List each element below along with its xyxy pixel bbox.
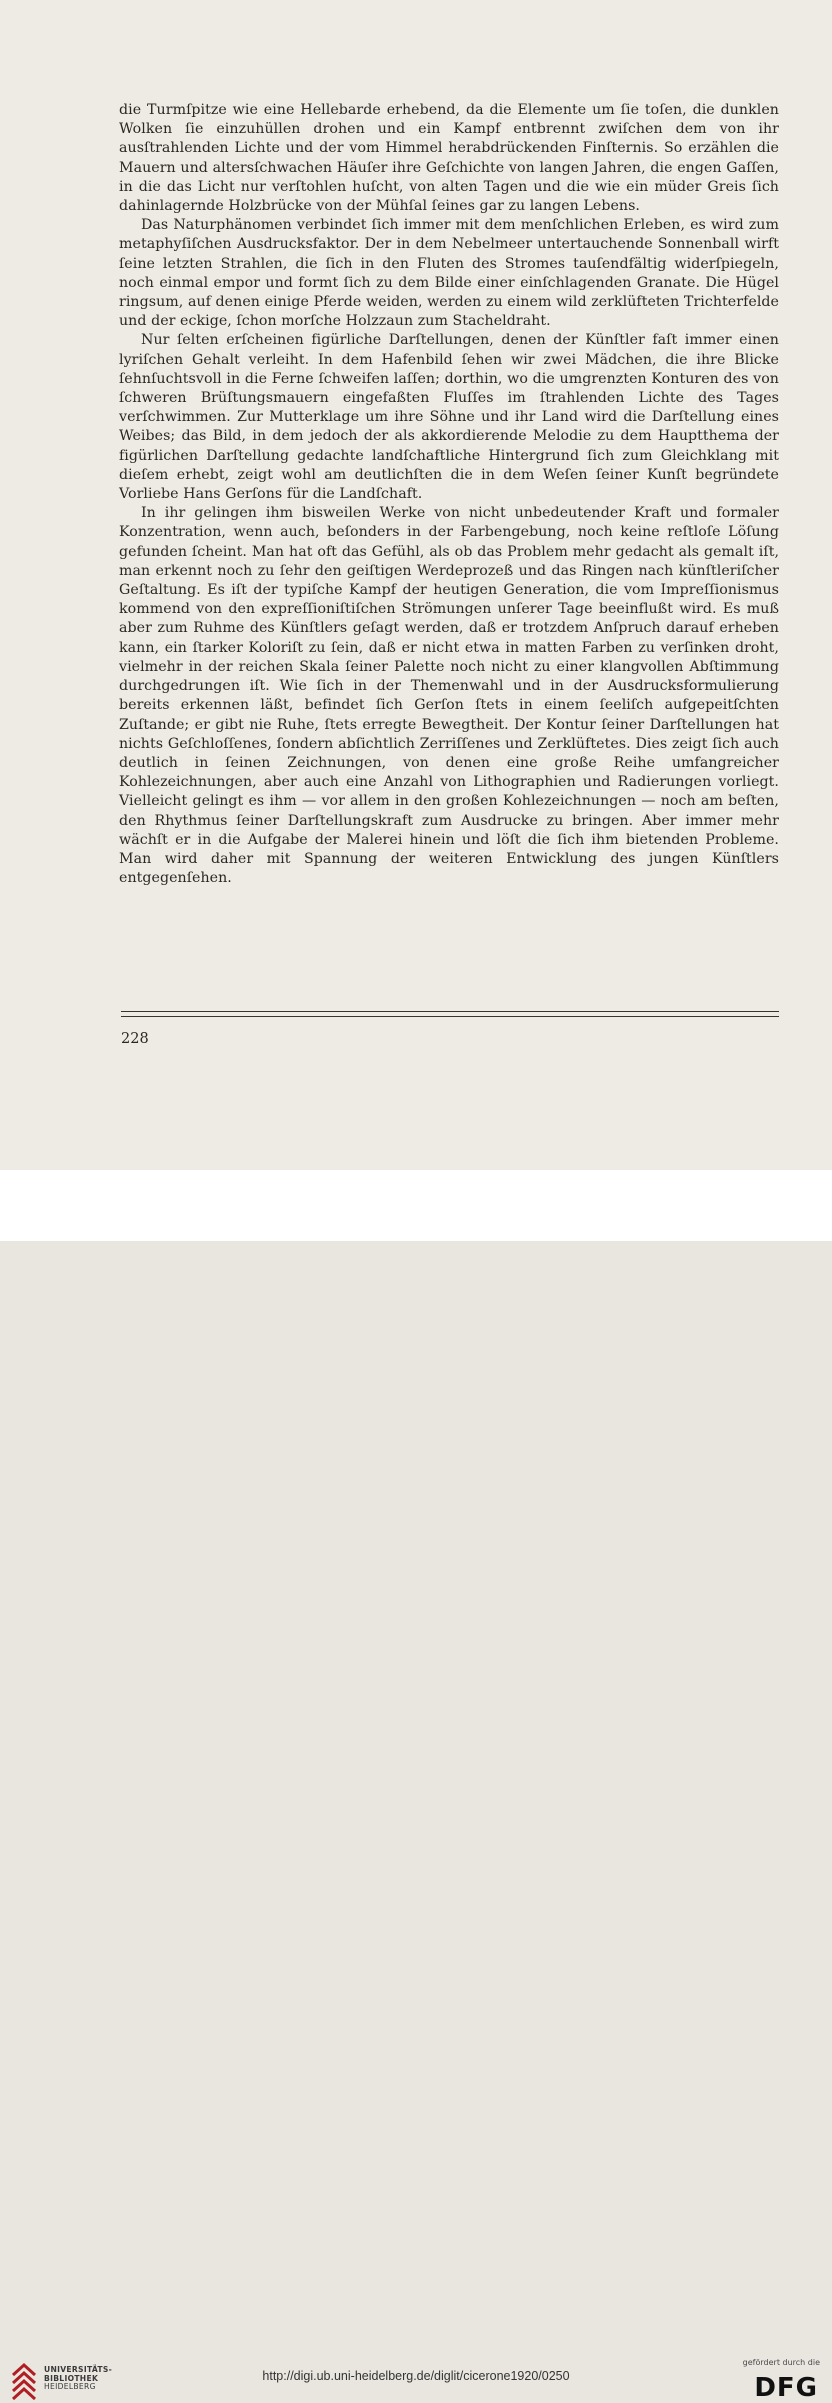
paragraph: die Turmſpitze wie eine Hellebarde erhebend, da die Elemente um ſie toſen, die dunklen Wolken ſie einzuhüllen drohen und ein Kampf entbrennt zwiſchen dem von ihr ausſtrahlenden Lichte und der vom Himmel herabdrückenden Finſternis. So erzählen die Mauern und altersſchwachen Häuſer ihre Geſchichte von langen Jahren, die engen Gaſſen, in die das Licht nur verſtohlen huſcht, von alten Tagen und die wie ein müder Greis ſich dahinlagernde Holzbrücke von der Mühſal ſeines gar zu langen Lebens. (119, 102, 779, 215)
body-text (119, 101, 779, 888)
page-number: 228 (121, 1031, 149, 1047)
library-name-line: HEIDELBERG (44, 2382, 96, 2392)
funding-note: gefördert durch die (742, 2358, 820, 2367)
source-url-link[interactable]: http://digi.ub.uni-heidelberg.de/diglit/cicerone1920/0250 (262, 2369, 570, 2383)
paragraph: Nur ſelten erſcheinen figürliche Darſtellungen, denen der Künſtler faſt immer einen lyriſchen Gehalt verleiht. In dem Hafenbild ſehen wir zwei Mädchen, die ihre Blicke ſehnſuchtsvoll in die Ferne ſchweifen laſſen; dorthin, wo die umgrenzten Konturen des von ſchweren Brüſtungsmauern eingefaßten Fluſſes im ſtrahlenden Lichte des Tages verſchwimmen. Zur Mutterklage um ihre Söhne und ihr Land wird die Darſtellung eines Weibes; das Bild, in dem jedoch der als akkordierende Melodie zu dem Hauptthema der figürlichen Darſtellung gedachte landſchaftliche Hintergrund ſich zum Gleichklang mit dieſem erhebt, zeigt wohl am deutlichſten die in dem Weſen ſeiner Kunſt begründete Vorliebe Hans Gerſons für die Landſchaft. (119, 332, 779, 503)
digitization-footer (0, 1170, 832, 2403)
scanned-page (0, 0, 832, 1170)
library-name-line: UNIVERSITÄTS- (44, 2365, 113, 2374)
footer-rule-bottom (121, 1016, 779, 1017)
paragraph: Das Naturphänomen verbindet ſich immer mit dem menſchlichen Erleben, es wird zum metaphyſiſchen Ausdrucksfaktor. Der in dem Nebelmeer untertauchende Sonnenball wirft ſeine letzten Strahlen, die ſich in den Fluten des Stromes tauſendfältig widerſpiegeln, noch einmal empor und formt ſich zu dem Bilde einer einſchlagenden Granate. Die Hügel ringsum, auf denen einige Pferde weiden, werden zu einem wild zerklüfteten Trichterfelde und der eckige, ſchon morſche Holzzaun zum Stacheldraht. (119, 217, 779, 330)
paragraph: In ihr gelingen ihm bisweilen Werke von nicht unbedeutender Kraft und formaler Konzentration, wenn auch, beſonders in der Farbengebung, noch keine reſtloſe Löſung gefunden ſcheint. Man hat oft das Gefühl, als ob das Problem mehr gedacht als gemalt iſt, man erkennt noch zu ſehr den geiſtigen Werdeprozeß und das Ringen nach künſtleriſcher Geſtaltung. Es iſt der typiſche Kampf der heutigen Generation, die vom Impreſſionismus kommend von den expreſſioniſtiſchen Strömungen unſerer Tage beeinflußt wird. Es muß aber zum Ruhme des Künſtlers geſagt werden, daß er trotzdem Anſpruch darauf erheben kann, ein ſtarker Koloriſt zu ſein, daß er nicht etwa in matten Farben zu verſinken droht, vielmehr in der reichen Skala ſeiner Palette noch nicht zu einer klangvollen Abſtimmung durchgedrungen iſt. Wie ſich in der Themenwahl und in der Ausdrucksformulierung bereits erkennen läßt, befindet ſich Gerſon ſtets in einem ſeeliſch aufgepeitſchten Zuſtande; er gibt nie Ruhe, ſtets erregte Bewegtheit. Der Kontur ſeiner Darſtellungen hat nichts Geſchloſſenes, ſondern abſichtlich Zerriſſenes und Zerklüftetes. Dies zeigt ſich auch deutlich in ſeinen Zeichnungen, von denen eine große Reihe umfangreicher Kohlezeichnungen, aber auch eine Anzahl von Lithographien und Radierungen vorliegt. Vielleicht gelingt es ihm — vor allem in den großen Kohlezeichnungen — noch am beſten, den Rhythmus ſeiner Darſtellungskraft zum Ausdrucke zu bringen. Aber immer mehr wächſt er in die Aufgabe der Malerei hinein und löſt die ſich ihm bietenden Probleme. Man wird daher mit Spannung der weiteren Entwicklung des jungen Künſtlers entgegenſehen. (119, 505, 779, 887)
dfg-logo: DFG (754, 2373, 818, 2403)
footer-rule-top (121, 1011, 779, 1012)
library-name-line: BIBLIOTHEK (44, 2373, 99, 2383)
